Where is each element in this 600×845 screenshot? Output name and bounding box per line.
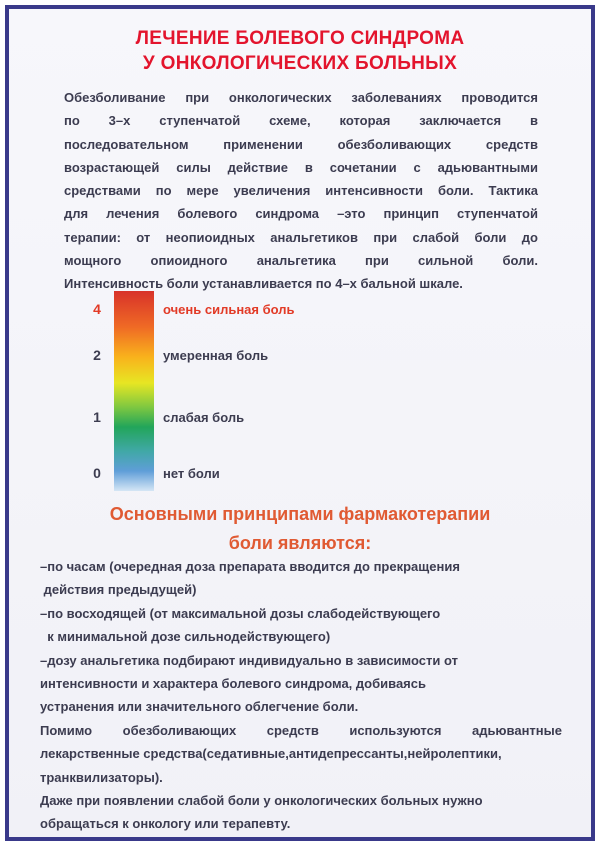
principle-line: Даже при появлении слабой боли у онкологических больных нужно — [40, 792, 483, 808]
intro-line: терапии: от неопиоидных анальгетиков при слабой боли до — [64, 229, 538, 245]
principle-line: транквилизаторы). — [40, 769, 163, 785]
scale-label-1: слабая боль — [163, 410, 245, 425]
scale-label-4: очень сильная боль — [163, 302, 295, 317]
scale-value-0: 0 — [93, 465, 101, 481]
scale-label-0: нет боли — [163, 466, 220, 481]
intro-line: мощного опиоидного анальгетика при сильной боли. — [64, 253, 538, 269]
pain-gradient-bar — [114, 291, 154, 491]
principle-line: –по часам (очередная доза препарата вводится до прекращения — [40, 559, 460, 574]
intro-line: для лечения болевого синдрома –это принцип ступенчатой — [64, 206, 538, 222]
principle-line: интенсивности и характера болевого синдрома, добиваясь — [40, 675, 426, 691]
intro-line: Обезболивание при онкологических заболеваниях проводится — [64, 90, 538, 105]
principle-line: устранения или значительного облегчение боли. — [40, 699, 359, 715]
intro-line: Интенсивность боли устанавливается по 4–х бальной шкале. — [64, 276, 463, 292]
principle-line: лекарственные средства(седативные,антидепрессанты,нейролептики, — [40, 746, 502, 762]
principle-line: к минимальной дозе сильнодействующего) — [40, 629, 331, 645]
principle-line: Помимо обезболивающих средств используются адьювантные — [40, 722, 562, 738]
page-title-line2: У ОНКОЛОГИЧЕСКИХ БОЛЬНЫХ — [142, 53, 458, 74]
intro-line: последовательном применении обезболивающих средств — [64, 136, 538, 152]
page-title-line1: ЛЕЧЕНИЕ БОЛЕВОГО СИНДРОМА — [135, 28, 465, 49]
scale-value-1: 1 — [93, 409, 101, 425]
principle-line: –дозу анальгетика подбирают индивидуально в зависимости от — [40, 652, 458, 668]
principles-heading-line1: Основными принципами фармакотерапии — [109, 504, 491, 524]
principle-line: –по восходящей (от максимальной дозы слабодействующего — [40, 605, 441, 621]
principle-line: обращаться к онкологу или терапевту. — [40, 816, 291, 832]
intro-line: возрастающей силы действие в сочетании с адьювантными — [64, 159, 538, 175]
principle-line: действия предыдущей) — [40, 582, 197, 598]
scale-label-2: умеренная боль — [163, 348, 269, 363]
scale-value-2: 2 — [93, 347, 101, 363]
principles-list — [40, 555, 562, 836]
intro-line: средствами по мере увеличения интенсивности боли. Тактика — [64, 183, 538, 199]
intro-line: по 3–х ступенчатой схеме, которая заключается в — [64, 113, 538, 129]
intro-paragraph — [64, 86, 538, 296]
scale-value-4: 4 — [93, 301, 101, 317]
principles-heading-line2: боли являются: — [228, 533, 372, 553]
